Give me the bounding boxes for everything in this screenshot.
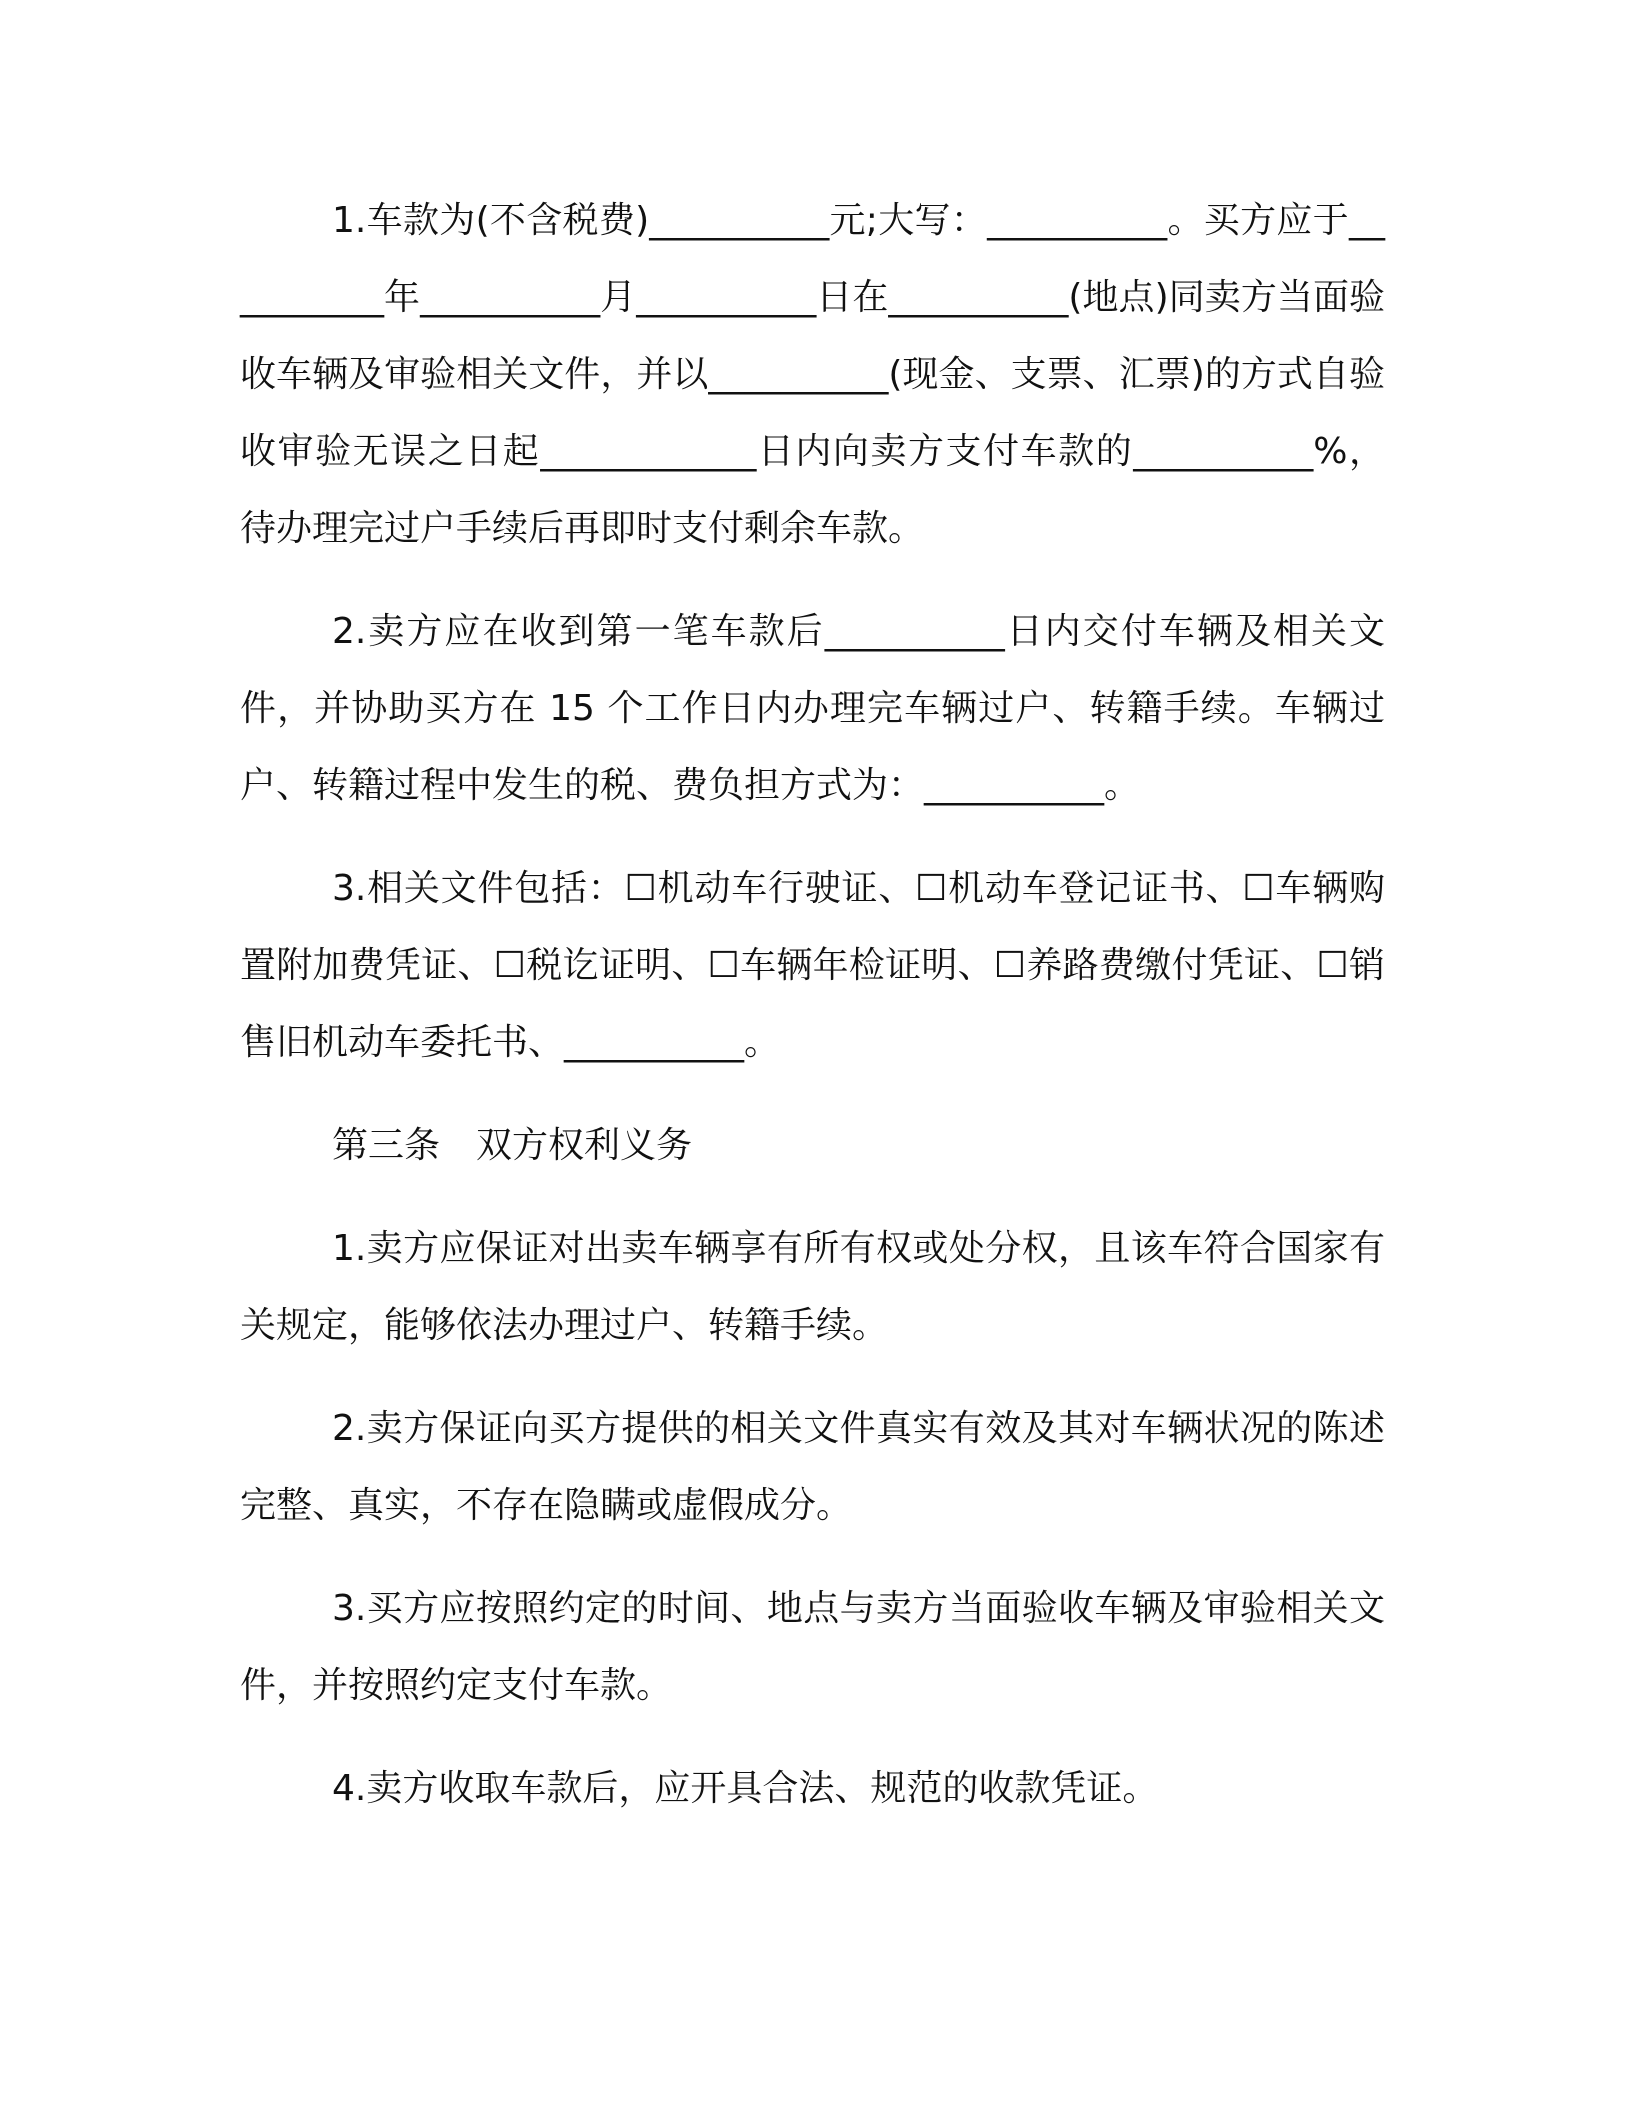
paragraph-obligation-4: 4.卖方收取车款后，应开具合法、规范的收款凭证。 — [332, 1768, 1159, 1809]
paragraph-obligation-3: 3.买方应按照约定的时间、地点与卖方当面验收车辆及审验相关文件，并按照约定支付车款。 — [240, 1588, 1385, 1706]
paragraph-delivery: 2.卖方应在收到第一笔车款后__________日内交付车辆及相关文件，并协助买方在 15 个工作日内办理完车辆过户、转籍手续。车辆过户、转籍过程中发生的税、费负担方式为：__________。 — [240, 611, 1385, 806]
paragraph-price-payment: 1.车款为(不含税费)__________元;大写：__________。买方应于__________年__________月__________日在__________(地点)同卖方当面验收车辆及审验相关文件，并以__________(现金、支票、汇票)的方式自验收审验无误之日起____________日内向卖方支付车款的__________%，待办理完过户手续后再即时支付剩余车款。 — [240, 200, 1385, 549]
paragraph-obligation-2: 2.卖方保证向买方提供的相关文件真实有效及其对车辆状况的陈述完整、真实，不存在隐瞒或虚假成分。 — [240, 1408, 1385, 1526]
document-body — [240, 182, 1385, 1853]
section-heading: 第三条 双方权利义务 — [332, 1125, 693, 1166]
paragraph-documents: 3.相关文件包括：☐机动车行驶证、☐机动车登记证书、☐车辆购置附加费凭证、☐税讫证明、☐车辆年检证明、☐养路费缴付凭证、☐销售旧机动车委托书、__________。 — [240, 868, 1385, 1063]
paragraph-obligation-1: 1.卖方应保证对出卖车辆享有所有权或处分权，且该车符合国家有关规定，能够依法办理过户、转籍手续。 — [240, 1228, 1385, 1346]
